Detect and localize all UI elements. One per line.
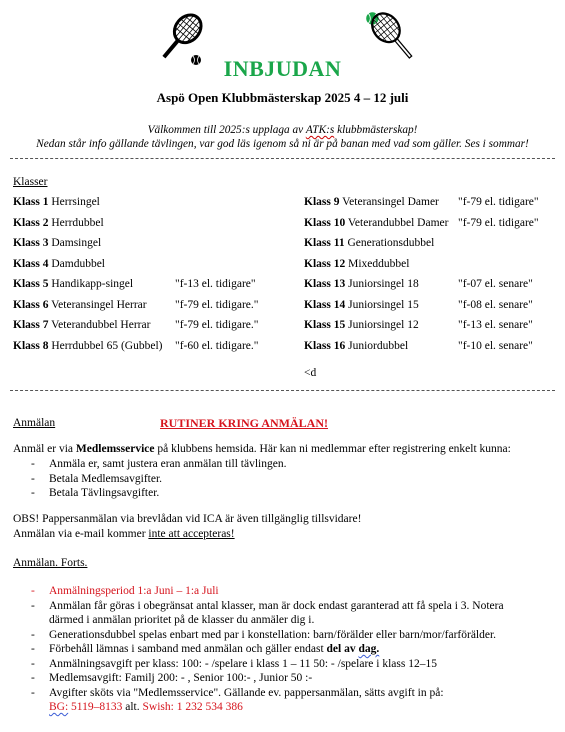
anmalan-intro: Anmäl er via Medlemsservice på klubbens hemsida. Här kan ni medlemmar efter registrering enkelt kunna: (13, 443, 511, 455)
class-description: Damsingel (48, 237, 102, 249)
list-item: - Anmälningsperiod 1:a Juni – 1:a Juli (13, 584, 504, 599)
class-description: Juniordubbel (345, 339, 409, 352)
class-number: Klass 7 (13, 319, 49, 331)
class-number: Klass 14 (304, 298, 346, 311)
class-row (13, 340, 162, 352)
class-number: Klass 16 (304, 339, 346, 352)
list-item: - Generationsdubbel spelas enbart med par i konstellation: barn/förälder eller barn/mor/farförälder. (13, 628, 504, 643)
stray-text: <d (304, 367, 317, 379)
class-restriction: "f-13 el. tidigare" (175, 278, 256, 290)
forts-bullet-list (13, 584, 504, 715)
class-number: Klass 8 (13, 339, 49, 352)
class-restriction: "f-79 el. tidigare." (175, 298, 259, 311)
class-row (13, 278, 133, 290)
class-row (304, 217, 448, 229)
intro-line-1: Välkommen till 2025:s upplaga av ATK:s klubbmästerskap! (147, 124, 418, 136)
class-description: Generationsdubbel (344, 237, 435, 249)
list-item: - Betala Medlemsavgifter. (13, 472, 286, 487)
class-restriction: "f-08 el. senare" (458, 298, 533, 311)
class-number: Klass 6 (13, 298, 49, 311)
class-row (13, 258, 105, 270)
class-row (304, 237, 434, 249)
class-number: Klass 15 (304, 319, 346, 331)
intro-line-2: Nedan står info gällande tävlingen, var god läs igenom så ni är på banan med vad som gäller. Ses i sommar! (36, 138, 529, 150)
class-number: Klass 5 (13, 278, 49, 290)
class-description: Veterandubbel Damer (345, 216, 449, 229)
class-description: Herrdubbel 65 (Gubbel) (48, 339, 163, 352)
class-description: Veterandubbel Herrar (48, 319, 151, 331)
class-description: Herrsingel (48, 196, 100, 208)
forts-heading: Anmälan. Forts. (13, 557, 88, 569)
class-row (304, 340, 408, 352)
class-number: Klass 13 (304, 278, 346, 290)
classes-heading: Klasser (13, 176, 48, 188)
class-row (13, 237, 101, 249)
class-number: Klass 1 (13, 196, 49, 208)
class-row (13, 217, 104, 229)
class-description: Veteransingel Damer (339, 196, 439, 208)
divider (10, 390, 555, 391)
class-description: Juniorsingel 15 (345, 298, 419, 311)
event-subtitle: Aspö Open Klubbmästerskap 2025 4 – 12 juli (156, 90, 409, 105)
class-row (13, 299, 147, 311)
class-number: Klass 10 (304, 216, 346, 229)
class-description: Damdubbel (48, 257, 105, 270)
class-number: Klass 4 (13, 257, 49, 270)
class-number: Klass 9 (304, 196, 340, 208)
divider (10, 158, 555, 159)
obs-notice: OBS! Pappersanmälan via brevlådan vid ICA är även tillgänglig tillsvidare! (13, 513, 362, 525)
class-row (304, 258, 409, 270)
list-item: - Medlemsavgift: Familj 200: - , Senior 100:- , Junior 50 :- (13, 671, 504, 686)
class-row (13, 196, 100, 208)
class-row (304, 196, 439, 208)
anmalan-bullet-list (13, 457, 286, 501)
class-restriction: "f-10 el. senare" (458, 339, 533, 352)
list-item: - Avgifter sköts via "Medlemsservice". Gällande ev. pappersanmälan, sätts avgift in på: BG: 5119–8133 alt. Swish: 1 232 534 386 (13, 686, 504, 715)
class-restriction: "f-79 el. tidigare" (458, 216, 539, 229)
class-number: Klass 3 (13, 237, 49, 249)
class-description: Juniorsingel 12 (345, 319, 419, 331)
page-title: INBJUDAN (223, 56, 342, 81)
class-description: Herrdubbel (48, 216, 104, 229)
class-description: Juniorsingel 18 (345, 278, 419, 290)
class-restriction: "f-07 el. senare" (458, 278, 533, 290)
class-number: Klass 11 (304, 237, 345, 249)
class-description: Mixeddubbel (345, 257, 410, 270)
class-restriction: "f-13 el. senare" (458, 319, 533, 331)
anmalan-heading: Anmälan (13, 417, 56, 429)
routine-heading: RUTINER KRING ANMÄLAN! (160, 416, 329, 430)
class-restriction: "f-60 el. tidigare." (175, 339, 259, 352)
list-item: - Anmälningsavgift per klass: 100: - /spelare i klass 1 – 11 50: - /spelare i klass 12–15 (13, 657, 504, 672)
class-description: Veteransingel Herrar (48, 298, 147, 311)
class-row (13, 319, 150, 331)
list-item: - Anmäla er, samt justera eran anmälan till tävlingen. (13, 457, 286, 472)
class-description: Handikapp-singel (48, 278, 134, 290)
class-row (304, 278, 419, 290)
class-restriction: "f-79 el. tidigare" (458, 196, 539, 208)
class-number: Klass 2 (13, 216, 49, 229)
class-row (304, 319, 419, 331)
list-item: - Anmälan får göras i obegränsat antal klasser, man är dock endast garanterad att få spela i 3. Notera därmed i anmälan prioritet på de klasser du anmäler dig i. (13, 599, 504, 628)
list-item: - Förbehåll lämnas i samband med anmälan och gäller endast del av dag. (13, 642, 504, 657)
class-number: Klass 12 (304, 257, 346, 270)
list-item: - Betala Tävlingsavgifter. (13, 486, 286, 501)
class-restriction: "f-79 el. tidigare." (175, 319, 259, 331)
email-notice: Anmälan via e-mail kommer inte att accepteras! (13, 528, 235, 540)
class-row (304, 299, 419, 311)
